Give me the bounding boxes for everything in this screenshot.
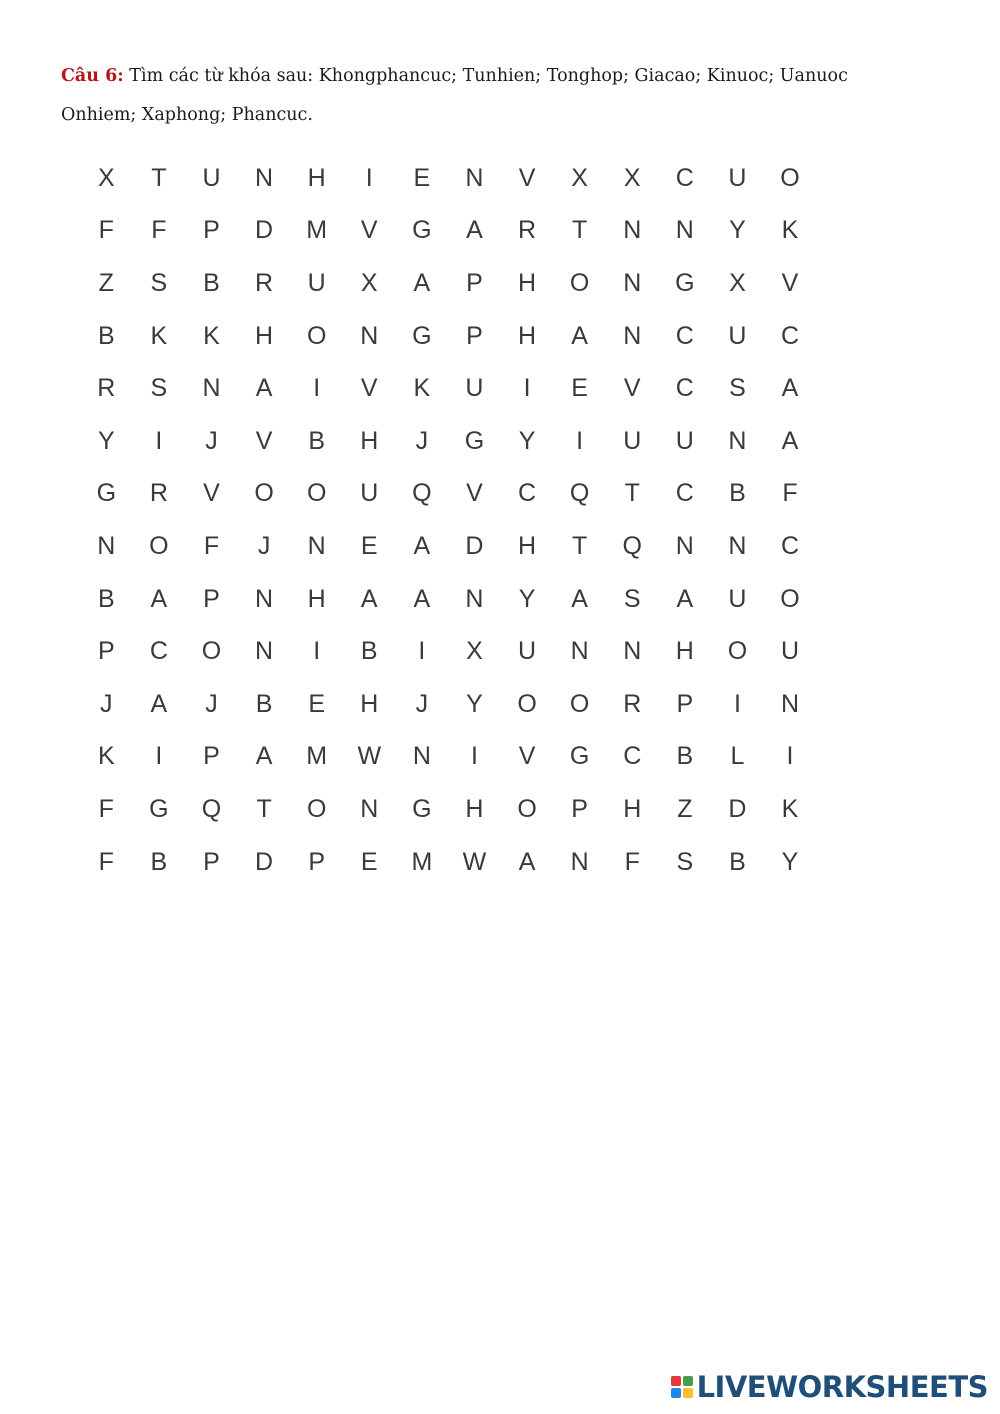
grid-letter-cell[interactable]: N — [623, 637, 642, 666]
grid-letter-cell[interactable]: I — [733, 689, 741, 718]
grid-letter-cell[interactable]: X — [97, 163, 115, 192]
grid-letter-cell[interactable]: E — [571, 374, 588, 403]
grid-letter-cell[interactable]: C — [675, 479, 694, 508]
grid-letter-cell[interactable]: B — [360, 637, 378, 666]
grid-letter-cell[interactable]: V — [781, 268, 799, 297]
grid-letter-cell[interactable]: G — [412, 216, 432, 245]
grid-letter-cell[interactable]: B — [97, 321, 115, 350]
grid-letter-cell[interactable]: P — [203, 742, 220, 771]
grid-letter-cell[interactable]: H — [465, 794, 484, 823]
grid-letter-cell[interactable]: C — [518, 479, 537, 508]
grid-letter-cell[interactable]: Y — [466, 689, 483, 718]
grid-letter-cell[interactable]: J — [205, 426, 218, 455]
grid-letter-cell[interactable]: O — [780, 584, 800, 613]
grid-letter-cell[interactable]: E — [413, 163, 431, 192]
grid-letter-cell[interactable]: S — [729, 374, 746, 403]
question-text — [61, 57, 921, 135]
grid-letter-cell[interactable]: C — [780, 321, 800, 350]
grid-letter-cell[interactable]: I — [418, 637, 426, 666]
grid-letter-cell[interactable]: S — [150, 268, 168, 297]
grid-letter-cell[interactable]: V — [518, 742, 536, 771]
grid-letter-cell[interactable]: A — [571, 321, 588, 350]
grid-letter-cell[interactable]: F — [624, 847, 640, 876]
grid-letter-cell[interactable]: H — [307, 584, 326, 613]
question-label: Câu 6: — [61, 66, 124, 86]
grid-letter-cell[interactable]: W — [462, 847, 487, 876]
grid-letter-cell[interactable]: M — [306, 216, 328, 245]
grid-letter-cell[interactable]: M — [306, 742, 328, 771]
grid-letter-cell[interactable]: G — [149, 794, 169, 823]
grid-letter-cell[interactable]: O — [727, 637, 748, 666]
word-search-grid[interactable] — [80, 152, 816, 888]
grid-letter-cell[interactable]: F — [98, 847, 114, 876]
grid-letter-cell[interactable]: X — [571, 163, 588, 192]
grid-letter-cell[interactable]: M — [411, 847, 433, 876]
grid-letter-cell[interactable]: I — [313, 637, 321, 666]
grid-letter-cell[interactable]: P — [676, 689, 694, 718]
grid-letter-cell[interactable]: N — [623, 216, 642, 245]
grid-letter-cell[interactable]: H — [675, 637, 694, 666]
grid-letter-cell[interactable]: P — [97, 637, 115, 666]
grid-letter-cell[interactable]: Y — [97, 426, 115, 455]
grid-letter-cell[interactable]: C — [149, 637, 168, 666]
grid-letter-cell[interactable]: X — [466, 637, 483, 666]
grid-letter-cell[interactable]: C — [675, 374, 694, 403]
logo-square — [671, 1388, 681, 1398]
grid-letter-cell[interactable]: U — [465, 374, 484, 403]
grid-letter-cell[interactable]: U — [518, 637, 537, 666]
grid-letter-cell[interactable]: O — [306, 321, 327, 350]
grid-letter-cell[interactable]: T — [572, 216, 588, 245]
grid-letter-cell[interactable]: X — [623, 163, 641, 192]
grid-letter-cell[interactable]: O — [517, 794, 537, 823]
grid-letter-cell[interactable]: K — [781, 794, 799, 823]
grid-letter-cell[interactable]: E — [308, 689, 326, 718]
grid-letter-cell[interactable]: O — [780, 163, 800, 192]
grid-letter-cell[interactable]: K — [97, 742, 115, 771]
grid-letter-cell[interactable]: H — [518, 531, 537, 560]
grid-letter-cell[interactable]: O — [517, 689, 537, 718]
grid-letter-cell[interactable]: I — [155, 426, 163, 455]
grid-letter-cell[interactable]: B — [255, 689, 273, 718]
grid-letter-cell[interactable]: N — [307, 531, 326, 560]
brand-footer — [671, 1370, 988, 1404]
grid-letter-cell[interactable]: O — [569, 689, 590, 718]
grid-letter-cell[interactable]: F — [98, 216, 114, 245]
liveworksheets-logo-icon — [671, 1376, 693, 1398]
grid-letter-cell[interactable]: V — [518, 163, 536, 192]
grid-letter-cell[interactable]: V — [623, 374, 641, 403]
grid-letter-cell[interactable]: N — [570, 637, 589, 666]
grid-letter-cell[interactable]: V — [466, 479, 483, 508]
grid-letter-cell[interactable]: A — [255, 374, 273, 403]
grid-letter-cell[interactable]: A — [255, 742, 273, 771]
grid-letter-cell[interactable]: H — [518, 268, 537, 297]
grid-letter-cell[interactable]: H — [360, 689, 379, 718]
grid-letter-cell[interactable]: I — [313, 374, 321, 403]
grid-letter-cell[interactable]: B — [97, 584, 115, 613]
grid-letter-cell[interactable]: B — [676, 742, 694, 771]
grid-letter-cell[interactable]: F — [203, 531, 220, 560]
grid-letter-cell[interactable]: J — [100, 689, 113, 718]
grid-letter-cell[interactable]: R — [518, 216, 537, 245]
grid-letter-cell[interactable]: B — [203, 268, 220, 297]
grid-letter-cell[interactable]: E — [360, 531, 378, 560]
grid-letter-cell[interactable]: B — [729, 479, 746, 508]
grid-letter-cell[interactable]: Y — [781, 847, 799, 876]
grid-letter-cell[interactable]: A — [676, 584, 694, 613]
grid-letter-cell[interactable]: S — [150, 374, 168, 403]
grid-letter-cell[interactable]: O — [569, 268, 590, 297]
grid-letter-cell[interactable]: O — [306, 479, 327, 508]
grid-letter-cell[interactable]: V — [203, 479, 220, 508]
grid-letter-cell[interactable]: N — [465, 584, 484, 613]
grid-letter-cell[interactable]: N — [360, 321, 379, 350]
grid-letter-cell[interactable]: N — [255, 163, 274, 192]
grid-letter-cell[interactable]: H — [360, 426, 379, 455]
grid-letter-cell[interactable]: U — [675, 426, 694, 455]
grid-letter-cell[interactable]: A — [781, 374, 799, 403]
grid-letter-cell[interactable]: N — [623, 321, 642, 350]
question-instruction: Tìm các từ khóa sau: Khongphancuc; Tunhien; Tonghop; Giacao; Kinuoc; Uanuoc Onhiem; Xaphong; Phancuc. — [61, 66, 848, 125]
grid-letter-cell[interactable]: U — [623, 426, 642, 455]
brand-name: LIVEWORKSHEETS — [696, 1370, 988, 1404]
grid-letter-cell[interactable]: J — [257, 531, 271, 560]
grid-letter-cell[interactable]: P — [203, 216, 220, 245]
grid-letter-cell[interactable]: V — [255, 426, 273, 455]
grid-letter-cell[interactable]: Q — [201, 794, 222, 823]
grid-letter-cell[interactable]: O — [306, 794, 327, 823]
grid-letter-cell[interactable]: X — [360, 268, 378, 297]
grid-letter-cell[interactable]: A — [150, 584, 168, 613]
grid-letter-cell[interactable]: H — [623, 794, 642, 823]
grid-letter-cell[interactable]: K — [413, 374, 431, 403]
grid-letter-cell[interactable]: B — [308, 426, 326, 455]
grid-letter-cell[interactable]: X — [729, 268, 746, 297]
grid-letter-cell[interactable]: P — [308, 847, 326, 876]
grid-letter-cell[interactable]: N — [202, 374, 221, 403]
grid-letter-cell[interactable]: P — [203, 847, 220, 876]
grid-letter-cell[interactable]: N — [412, 742, 431, 771]
grid-letter-cell[interactable]: A — [413, 584, 431, 613]
grid-letter-cell[interactable]: N — [255, 637, 274, 666]
grid-letter-cell[interactable]: R — [149, 479, 168, 508]
grid-letter-cell[interactable]: U — [728, 584, 747, 613]
grid-letter-cell[interactable]: J — [205, 689, 218, 718]
grid-letter-cell[interactable]: N — [360, 794, 379, 823]
grid-letter-cell[interactable]: Y — [518, 426, 536, 455]
grid-letter-cell[interactable]: S — [623, 584, 641, 613]
grid-letter-cell[interactable]: Q — [622, 531, 642, 560]
grid-letter-cell[interactable]: N — [465, 163, 484, 192]
grid-letter-cell[interactable]: O — [149, 531, 169, 560]
grid-letter-cell[interactable]: O — [254, 479, 274, 508]
grid-letter-cell[interactable]: H — [518, 321, 537, 350]
grid-letter-cell[interactable]: I — [365, 163, 373, 192]
grid-letter-cell[interactable]: A — [150, 689, 168, 718]
grid-letter-cell[interactable]: A — [518, 847, 536, 876]
grid-letter-cell[interactable]: T — [256, 794, 272, 823]
grid-letter-cell[interactable]: G — [412, 794, 432, 823]
grid-letter-cell[interactable]: T — [624, 479, 640, 508]
grid-letter-cell[interactable]: E — [360, 847, 378, 876]
grid-letter-cell[interactable]: U — [202, 163, 221, 192]
grid-letter-cell[interactable]: P — [466, 321, 483, 350]
grid-letter-cell[interactable]: N — [675, 216, 694, 245]
grid-letter-cell[interactable]: N — [728, 531, 747, 560]
grid-letter-cell[interactable]: N — [255, 584, 274, 613]
grid-letter-cell[interactable]: A — [466, 216, 483, 245]
grid-letter-cell[interactable]: H — [255, 321, 274, 350]
grid-letter-cell[interactable]: N — [728, 426, 747, 455]
grid-letter-cell[interactable]: V — [360, 374, 378, 403]
grid-letter-cell[interactable]: D — [465, 531, 484, 560]
grid-letter-cell[interactable]: J — [415, 426, 429, 455]
grid-letter-cell[interactable]: F — [98, 794, 114, 823]
grid-letter-cell[interactable]: P — [466, 268, 483, 297]
grid-letter-cell[interactable]: D — [255, 847, 274, 876]
grid-letter-cell[interactable]: Q — [412, 479, 432, 508]
grid-letter-cell[interactable]: Z — [677, 794, 693, 823]
grid-letter-cell[interactable]: G — [412, 321, 432, 350]
grid-letter-cell[interactable]: W — [357, 742, 382, 771]
grid-letter-cell[interactable]: F — [151, 216, 167, 245]
grid-letter-cell[interactable]: A — [413, 531, 431, 560]
grid-letter-cell[interactable]: D — [728, 794, 747, 823]
grid-letter-cell[interactable]: L — [730, 742, 745, 771]
grid-letter-cell[interactable]: C — [675, 321, 694, 350]
grid-letter-cell[interactable]: I — [576, 426, 584, 455]
grid-letter-cell[interactable]: V — [360, 216, 378, 245]
grid-letter-cell[interactable]: F — [782, 479, 798, 508]
grid-letter-cell[interactable]: R — [97, 374, 116, 403]
grid-letter-cell[interactable]: G — [675, 268, 695, 297]
logo-square — [671, 1376, 681, 1386]
grid-letter-cell[interactable]: O — [201, 637, 222, 666]
grid-letter-cell[interactable]: Y — [729, 216, 746, 245]
grid-letter-cell[interactable]: N — [780, 689, 800, 718]
grid-letter-cell[interactable]: P — [203, 584, 220, 613]
grid-letter-cell[interactable]: I — [786, 742, 794, 771]
grid-letter-cell[interactable]: C — [780, 531, 800, 560]
grid-letter-cell[interactable]: A — [781, 426, 799, 455]
grid-letter-cell[interactable]: A — [413, 268, 431, 297]
grid-letter-cell[interactable]: U — [360, 479, 379, 508]
grid-letter-cell[interactable]: N — [623, 268, 642, 297]
grid-letter-cell[interactable]: U — [728, 163, 747, 192]
grid-letter-cell[interactable]: K — [781, 216, 799, 245]
grid-letter-cell[interactable]: R — [255, 268, 274, 297]
grid-letter-cell[interactable]: B — [150, 847, 168, 876]
grid-letter-cell[interactable]: J — [415, 689, 429, 718]
grid-letter-cell[interactable]: I — [155, 742, 163, 771]
grid-letter-cell[interactable]: N — [97, 531, 116, 560]
grid-letter-cell[interactable]: N — [675, 531, 694, 560]
grid-letter-cell[interactable]: Z — [98, 268, 114, 297]
grid-letter-cell[interactable]: Y — [518, 584, 536, 613]
grid-letter-cell[interactable]: U — [728, 321, 747, 350]
grid-letter-cell[interactable]: R — [623, 689, 642, 718]
grid-letter-cell[interactable]: A — [571, 584, 588, 613]
grid-letter-cell[interactable]: K — [203, 321, 220, 350]
grid-letter-cell[interactable]: G — [569, 742, 590, 771]
grid-letter-cell[interactable]: S — [676, 847, 694, 876]
grid-letter-cell[interactable]: C — [623, 742, 642, 771]
grid-letter-cell[interactable]: I — [470, 742, 478, 771]
grid-letter-cell[interactable]: G — [464, 426, 485, 455]
grid-letter-cell[interactable]: H — [307, 163, 326, 192]
grid-letter-cell[interactable]: N — [570, 847, 589, 876]
grid-letter-cell[interactable]: Q — [569, 479, 590, 508]
grid-letter-cell[interactable]: P — [571, 794, 588, 823]
logo-square — [683, 1388, 693, 1398]
logo-square — [683, 1376, 693, 1386]
grid-letter-cell[interactable]: B — [729, 847, 746, 876]
grid-letter-cell[interactable]: A — [360, 584, 378, 613]
grid-letter-cell[interactable]: U — [307, 268, 326, 297]
grid-letter-cell[interactable]: D — [255, 216, 274, 245]
grid-letter-cell[interactable]: C — [675, 163, 694, 192]
grid-letter-cell[interactable]: T — [572, 531, 588, 560]
grid-letter-cell[interactable]: I — [523, 374, 531, 403]
grid-letter-cell[interactable]: K — [150, 321, 168, 350]
grid-letter-cell[interactable]: U — [780, 637, 800, 666]
grid-letter-cell[interactable]: G — [96, 479, 117, 508]
grid-letter-cell[interactable]: T — [151, 163, 167, 192]
